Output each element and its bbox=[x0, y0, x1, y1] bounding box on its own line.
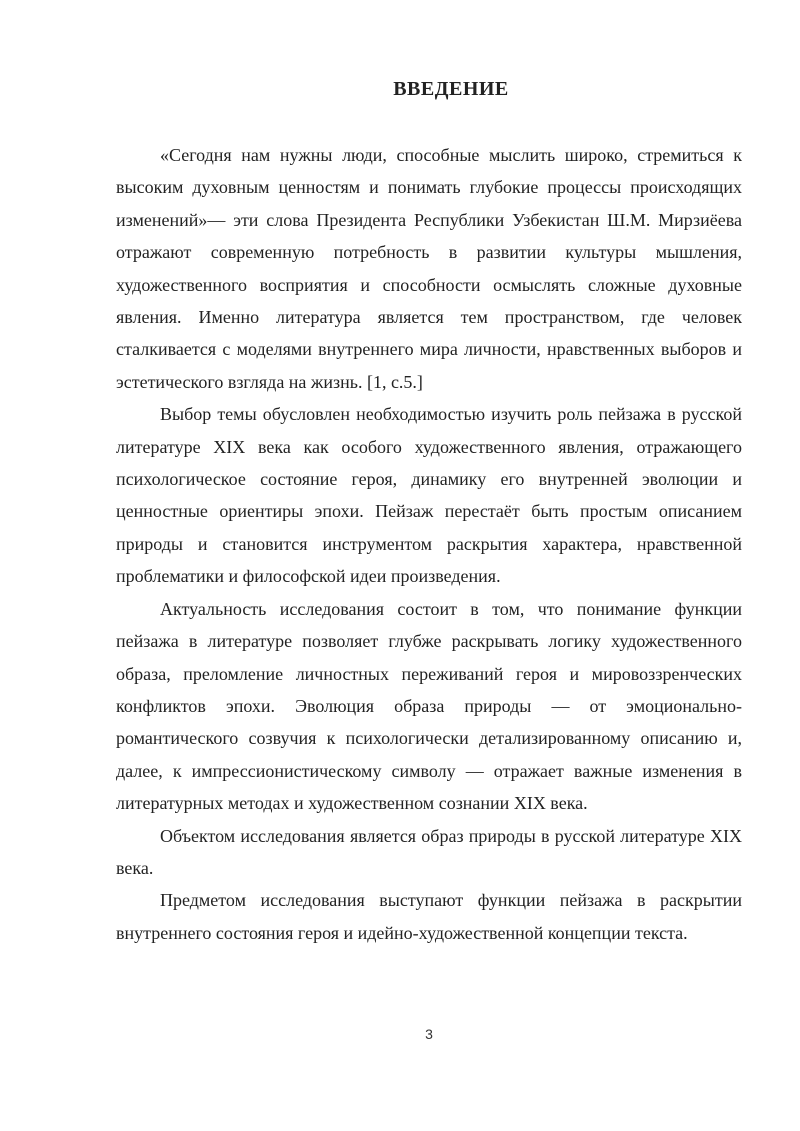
document-body bbox=[116, 139, 742, 949]
paragraph-subject: Предметом исследования выступают функции пейзажа в раскрытии внутреннего состояния героя и идейно-художественной концепции текста. bbox=[116, 890, 742, 943]
paragraph-object: Объектом исследования является образ природы в русской литературе XIX века. bbox=[116, 825, 742, 878]
page-title: ВВЕДЕНИЕ bbox=[393, 78, 509, 100]
paragraph-relevance: Актуальность исследования состоит в том, что понимание функции пейзажа в литературе позволяет глубже раскрывать логику художественного образа, преломление личностных переживаний героя и мировоззренческих конфликтов эпохи. Эволюция образа природы — от эмоционально-романтического созвучия к психологически детализированному описанию и, далее, к импрессионистическому символу — отражает важные изменения в литературных методах и художественном сознании XIX века. bbox=[116, 598, 742, 814]
paragraph-quote: «Сегодня нам нужны люди, способные мыслить широко, стремиться к высоким духовным ценностям и понимать глубокие процессы происходящих изменений»— эти слова Президента Республики Узбекистан Ш.М. Мирзиёева отражают современную потребность в развитии культуры мышления, художественного восприятия и способности осмыслять сложные духовные явления. Именно литература является тем пространством, где человек сталкивается с моделями внутреннего мира личности, нравственных выборов и эстетического взгляда на жизнь. [1, с.5.] bbox=[116, 145, 742, 392]
paragraph-topic-choice: Выбор темы обусловлен необходимостью изучить роль пейзажа в русской литературе XIX века как особого художественного явления, отражающего психологическое состояние героя, динамику его внутренней эволюции и ценностные ориентиры эпохи. Пейзаж перестаёт быть простым описанием природы и становится инструментом раскрытия характера, нравственной проблематики и философской идеи произведения. bbox=[116, 404, 742, 587]
page-number: 3 bbox=[425, 1026, 433, 1042]
